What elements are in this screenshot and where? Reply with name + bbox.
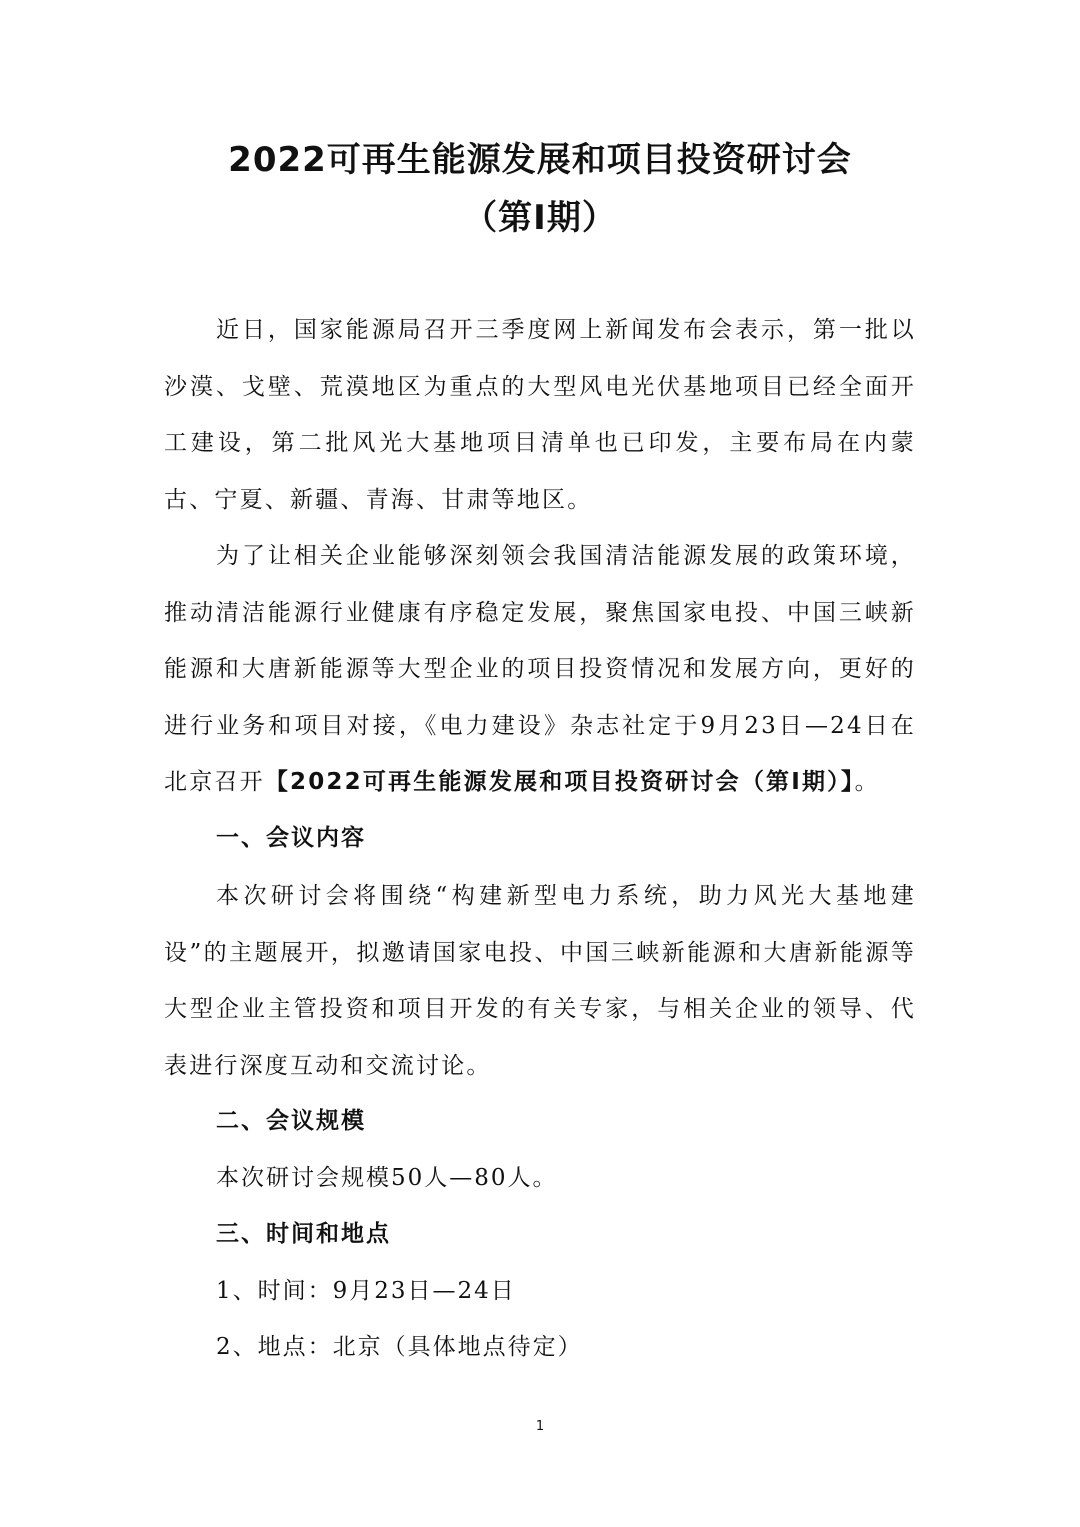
place-item: 2、地点：北京（具体地点待定） [216, 1334, 583, 1360]
section-content-text [164, 868, 916, 1094]
page-number: 1 [535, 1419, 545, 1434]
document-subtitle: （第Ⅰ期） [463, 198, 617, 238]
paragraph-purpose-text: 为了让相关企业能够深刻领会我国清洁能源发展的政策环境，推动清洁能源行业健康有序稳定发展，聚焦国家电投、中国三峡新能源和大唐新能源等大型企业的项目投资情况和发展方向，更好的进行业务和项目对接，《电力建设》杂志社定于9月23日—24日在北京召开 [164, 543, 916, 795]
section-heading-content: 一、会议内容 [216, 825, 366, 851]
paragraph-purpose [164, 528, 916, 811]
section-content-paragraph: 本次研讨会将围绕“构建新型电力系统，助力风光大基地建设”的主题展开，拟邀请国家电投、中国三峡新能源和大唐新能源等大型企业主管投资和项目开发的有关专家，与相关企业的领导、代表进行深度互动和交流讨论。 [164, 883, 916, 1079]
section-scale-text: 本次研讨会规模50人—80人。 [216, 1165, 558, 1191]
paragraph-intro [164, 302, 916, 528]
time-item: 1、时间：9月23日—24日 [216, 1278, 516, 1304]
paragraph-intro-text: 近日，国家能源局召开三季度网上新闻发布会表示，第一批以沙漠、戈壁、荒漠地区为重点的大型风电光伏基地项目已经全面开工建设，第二批风光大基地项目清单也已印发，主要布局在内蒙古、宁夏、新疆、青海、甘肃等地区。 [164, 317, 916, 513]
conference-name-highlight: 【2022可再生能源发展和项目投资研讨会（第Ⅰ期）】 [264, 769, 855, 795]
section-heading-scale: 二、会议规模 [216, 1108, 366, 1134]
document-title: 2022可再生能源发展和项目投资研讨会 [228, 140, 852, 180]
section-heading-time-place: 三、时间和地点 [216, 1221, 391, 1247]
paragraph-purpose-end: 。 [854, 769, 880, 795]
